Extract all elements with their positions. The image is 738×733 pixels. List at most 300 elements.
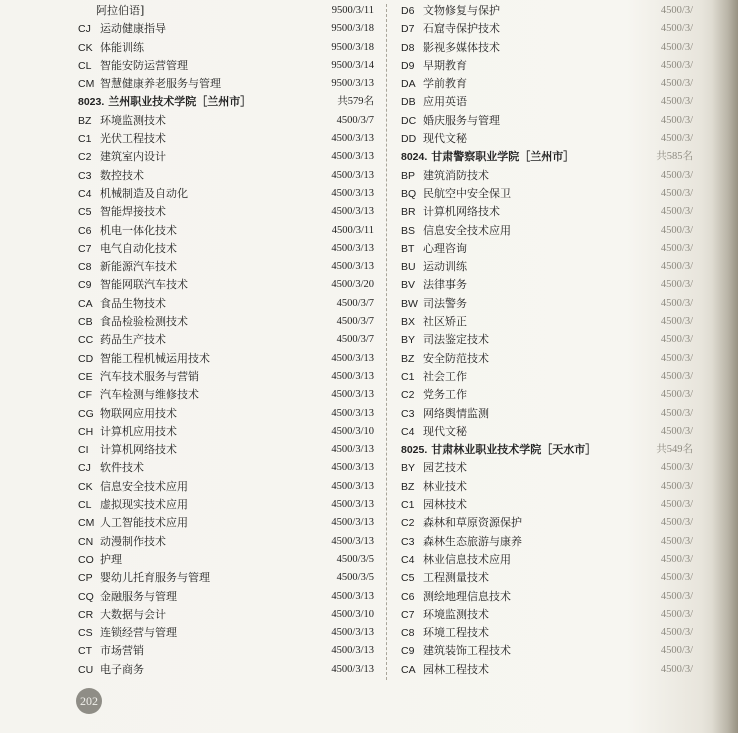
program-code: CU <box>78 663 94 676</box>
program-name: 现代文秘 <box>423 132 467 146</box>
row-label <box>78 423 177 441</box>
program-quota: 4500/3/ <box>660 663 693 675</box>
row-label <box>78 93 251 111</box>
program-code: BZ <box>78 114 92 127</box>
program-name: 林业技术 <box>423 479 467 493</box>
program-name: 石窟寺保护技术 <box>423 22 500 36</box>
book-spine-shadow <box>712 0 738 733</box>
row-label <box>401 496 467 514</box>
program-code: DB <box>401 96 416 109</box>
program-code: C4 <box>401 553 415 566</box>
program-quota: 4500/3/ <box>660 352 693 364</box>
program-quota: 4500/3/ <box>660 462 693 474</box>
program-row <box>401 514 693 532</box>
program-quota: 4500/3/ <box>660 297 693 309</box>
row-label <box>78 75 221 93</box>
program-row <box>78 350 374 368</box>
program-quota: 4500/3/13 <box>331 517 374 529</box>
program-row <box>401 624 693 642</box>
program-code: CK <box>78 41 93 54</box>
row-label <box>78 661 144 679</box>
row-label <box>401 222 511 240</box>
program-code: CG <box>78 407 94 420</box>
program-quota: 4500/3/ <box>660 590 693 602</box>
program-row <box>401 185 693 203</box>
program-code: C6 <box>401 590 415 603</box>
program-quota: 4500/3/13 <box>331 151 374 163</box>
program-quota: 9500/3/14 <box>331 59 374 71</box>
row-label <box>401 386 467 404</box>
row-label <box>78 642 144 660</box>
row-label <box>401 441 596 459</box>
program-code: BW <box>401 297 418 310</box>
program-row <box>78 75 374 93</box>
program-name: 阿拉伯语] <box>96 4 145 17</box>
program-quota: 4500/3/ <box>660 370 693 382</box>
program-quota: 4500/3/ <box>660 59 693 71</box>
program-quota: 4500/3/13 <box>331 261 374 273</box>
program-quota: 4500/3/ <box>660 517 693 529</box>
row-label <box>401 20 500 38</box>
program-quota: 4500/3/ <box>660 23 693 35</box>
program-name: 建筑消防技术 <box>423 168 489 182</box>
enrollment-total: 共579名 <box>337 96 374 108</box>
program-name: 动漫制作技术 <box>100 534 166 548</box>
program-name: 运动训练 <box>423 260 467 274</box>
program-code: DC <box>401 114 417 127</box>
program-row <box>78 551 374 569</box>
program-row <box>401 222 693 240</box>
program-row <box>401 386 693 404</box>
program-row <box>401 478 693 496</box>
row-label <box>401 459 467 477</box>
row-label <box>401 606 489 624</box>
institution-code: 8025. <box>401 444 428 457</box>
row-label <box>401 39 500 57</box>
enrollment-total: 共585名 <box>656 151 693 163</box>
row-label <box>78 240 177 258</box>
program-name: 运动健康指导 <box>100 22 166 36</box>
program-name: 环境监测技术 <box>100 113 166 127</box>
row-label <box>78 130 166 148</box>
program-quota: 4500/3/7 <box>336 316 374 328</box>
program-code: C8 <box>401 627 415 640</box>
program-name: 建筑室内设计 <box>100 150 166 164</box>
program-row <box>78 368 374 386</box>
program-row <box>78 167 374 185</box>
program-quota: 4500/3/ <box>660 78 693 90</box>
program-row <box>78 533 374 551</box>
program-name: 大数据与会计 <box>100 607 166 621</box>
program-code: BU <box>401 261 416 274</box>
program-code: C1 <box>401 370 415 383</box>
row-label <box>401 258 467 276</box>
program-row <box>78 112 374 130</box>
program-name: 金融服务与管理 <box>100 589 177 603</box>
row-label <box>401 276 467 294</box>
row-label <box>401 75 467 93</box>
row-label <box>401 514 522 532</box>
program-quota: 4500/3/ <box>660 499 693 511</box>
row-label <box>401 569 489 587</box>
program-code: C2 <box>401 517 415 530</box>
program-quota: 4500/3/13 <box>331 133 374 145</box>
program-row <box>401 496 693 514</box>
program-row <box>78 258 374 276</box>
program-quota: 4500/3/ <box>660 169 693 181</box>
row-label <box>78 478 188 496</box>
program-quota: 4500/3/ <box>660 261 693 273</box>
program-row <box>78 569 374 587</box>
program-row <box>78 588 374 606</box>
program-name: 数控技术 <box>100 168 144 182</box>
row-label <box>78 313 188 331</box>
institution-code: 8023. <box>78 96 105 109</box>
row-label <box>78 20 166 38</box>
program-row <box>78 20 374 38</box>
program-row <box>401 240 693 258</box>
program-quota: 4500/3/13 <box>331 242 374 254</box>
program-code: C4 <box>78 187 92 200</box>
row-label <box>401 148 574 166</box>
program-row <box>401 313 693 331</box>
row-label <box>401 350 489 368</box>
program-code: CP <box>78 572 93 585</box>
left-column <box>78 2 374 679</box>
program-row <box>401 93 693 111</box>
program-row <box>401 295 693 313</box>
program-row <box>78 642 374 660</box>
program-quota: 4500/3/13 <box>331 389 374 401</box>
program-row <box>401 75 693 93</box>
program-code: CA <box>78 297 93 310</box>
program-row <box>78 386 374 404</box>
program-code: C9 <box>78 279 92 292</box>
institution-name: 甘肃警察职业学院［兰州市］ <box>431 150 575 164</box>
program-row <box>401 203 693 221</box>
row-label <box>78 624 177 642</box>
program-name: 影视多媒体技术 <box>423 40 500 54</box>
program-name: 汽车检测与维修技术 <box>100 388 199 402</box>
program-quota: 4500/3/13 <box>331 499 374 511</box>
program-code: BV <box>401 279 416 292</box>
row-label <box>78 185 188 203</box>
institution-header <box>401 441 693 459</box>
program-row <box>401 551 693 569</box>
row-label <box>78 203 166 221</box>
institution-name: 兰州职业技术学院［兰州市］ <box>108 95 252 109</box>
program-quota: 4500/3/13 <box>331 535 374 547</box>
program-code: C2 <box>401 389 415 402</box>
program-quota: 4500/3/ <box>660 114 693 126</box>
row-label <box>78 295 166 313</box>
program-code: CH <box>78 425 94 438</box>
program-name: 测绘地理信息技术 <box>423 589 511 603</box>
program-name: 智能焊接技术 <box>100 205 166 219</box>
enrollment-total: 共549名 <box>656 444 693 456</box>
program-quota: 4500/3/13 <box>331 627 374 639</box>
program-name: 民航空中安全保卫 <box>423 186 511 200</box>
row-label <box>78 405 177 423</box>
program-name: 计算机网络技术 <box>100 443 177 457</box>
program-quota: 4500/3/13 <box>331 352 374 364</box>
row-label <box>401 478 467 496</box>
program-code: BS <box>401 224 416 237</box>
program-code: CT <box>78 645 92 658</box>
program-name: 计算机应用技术 <box>100 424 177 438</box>
program-code: C3 <box>78 169 92 182</box>
program-name: 森林生态旅游与康养 <box>423 534 522 548</box>
program-row <box>401 2 693 20</box>
program-row <box>78 148 374 166</box>
program-quota: 4500/3/13 <box>331 187 374 199</box>
program-row <box>401 642 693 660</box>
program-quota: 4500/3/13 <box>331 370 374 382</box>
program-name: 食品生物技术 <box>100 296 166 310</box>
program-row <box>78 276 374 294</box>
program-row <box>401 20 693 38</box>
program-name: 法律事务 <box>423 278 467 292</box>
program-code: CJ <box>78 23 91 36</box>
program-row <box>78 2 374 20</box>
program-quota: 9500/3/13 <box>331 78 374 90</box>
program-quota: 4500/3/13 <box>331 206 374 218</box>
institution-name: 甘肃林业职业技术学院［天水市］ <box>431 443 597 457</box>
program-quota: 4500/3/ <box>660 224 693 236</box>
program-quota: 4500/3/ <box>660 535 693 547</box>
program-name: 社会工作 <box>423 369 467 383</box>
program-name: 市场营销 <box>100 644 144 658</box>
program-name: 机电一体化技术 <box>100 223 177 237</box>
row-label <box>401 112 500 130</box>
row-label <box>78 533 166 551</box>
program-row <box>401 569 693 587</box>
program-quota: 4500/3/ <box>660 572 693 584</box>
row-label <box>78 112 166 130</box>
program-quota: 4500/3/5 <box>336 553 374 565</box>
row-label <box>401 624 489 642</box>
program-quota: 4500/3/7 <box>336 114 374 126</box>
program-name: 婚庆服务与管理 <box>423 113 500 127</box>
program-name: 智慧健康养老服务与管理 <box>100 77 221 91</box>
program-name: 连锁经营与管理 <box>100 626 177 640</box>
program-code: DA <box>401 78 416 91</box>
program-name: 软件技术 <box>100 461 144 475</box>
program-row <box>78 459 374 477</box>
institution-header <box>401 148 693 166</box>
program-code: CC <box>78 334 94 347</box>
program-code: CO <box>78 553 94 566</box>
row-label <box>78 148 166 166</box>
program-quota: 4500/3/ <box>660 389 693 401</box>
program-name: 智能网联汽车技术 <box>100 278 188 292</box>
row-label <box>78 2 144 20</box>
program-code: CR <box>78 608 94 621</box>
row-label <box>401 642 511 660</box>
program-quota: 4500/3/ <box>660 425 693 437</box>
program-row <box>78 514 374 532</box>
program-quota: 4500/3/ <box>660 133 693 145</box>
row-label <box>401 185 511 203</box>
program-quota: 4500/3/20 <box>331 279 374 291</box>
program-quota: 4500/3/10 <box>331 425 374 437</box>
program-name: 网络舆情监测 <box>423 406 489 420</box>
program-row <box>78 423 374 441</box>
program-name: 电子商务 <box>100 662 144 676</box>
program-code: BY <box>401 334 416 347</box>
row-label <box>78 441 177 459</box>
program-row <box>401 167 693 185</box>
row-label <box>78 551 122 569</box>
program-code: D7 <box>401 23 415 36</box>
program-row <box>401 606 693 624</box>
program-name: 心理咨询 <box>423 241 467 255</box>
row-label <box>78 258 177 276</box>
row-label <box>401 203 500 221</box>
program-name: 林业信息技术应用 <box>423 552 511 566</box>
program-name: 森林和草原资源保护 <box>423 516 522 530</box>
program-row <box>401 533 693 551</box>
program-code: CN <box>78 535 94 548</box>
program-row <box>78 331 374 349</box>
program-name: 安全防范技术 <box>423 351 489 365</box>
program-name: 园艺技术 <box>423 461 467 475</box>
program-row <box>78 441 374 459</box>
program-name: 计算机网络技术 <box>423 205 500 219</box>
program-code: BT <box>401 242 415 255</box>
program-row <box>78 222 374 240</box>
row-label <box>78 606 166 624</box>
program-row <box>78 57 374 75</box>
row-label <box>401 533 522 551</box>
program-code: C8 <box>78 261 92 274</box>
program-name: 环境工程技术 <box>423 626 489 640</box>
program-row <box>78 130 374 148</box>
program-code: BQ <box>401 187 417 200</box>
program-quota: 4500/3/ <box>660 187 693 199</box>
program-name: 党务工作 <box>423 388 467 402</box>
program-quota: 4500/3/13 <box>331 407 374 419</box>
program-row <box>401 258 693 276</box>
row-label <box>401 2 500 20</box>
program-quota: 4500/3/ <box>660 242 693 254</box>
program-code: C7 <box>78 242 92 255</box>
program-name: 护理 <box>100 552 122 566</box>
program-row <box>78 661 374 679</box>
program-quota: 4500/3/5 <box>336 572 374 584</box>
program-name: 司法警务 <box>423 296 467 310</box>
program-name: 物联网应用技术 <box>100 406 177 420</box>
program-code: CM <box>78 517 95 530</box>
program-name: 司法鉴定技术 <box>423 333 489 347</box>
row-label <box>401 57 467 75</box>
program-row <box>78 39 374 57</box>
program-code: CJ <box>78 462 91 475</box>
program-quota: 4500/3/13 <box>331 590 374 602</box>
program-quota: 4500/3/ <box>660 608 693 620</box>
program-code: CL <box>78 499 92 512</box>
program-quota: 4500/3/13 <box>331 444 374 456</box>
program-code: BY <box>401 462 416 475</box>
program-code: CF <box>78 389 92 402</box>
program-row <box>401 112 693 130</box>
program-row <box>78 496 374 514</box>
program-row <box>401 350 693 368</box>
program-row <box>78 478 374 496</box>
page-number: 202 <box>76 688 102 714</box>
program-name: 光伏工程技术 <box>100 132 166 146</box>
program-quota: 4500/3/ <box>660 627 693 639</box>
program-row <box>401 57 693 75</box>
row-label <box>78 57 188 75</box>
program-name: 智能安防运营管理 <box>100 58 188 72</box>
program-name: 信息安全技术应用 <box>100 479 188 493</box>
program-quota: 4500/3/13 <box>331 480 374 492</box>
program-quota: 4500/3/ <box>660 316 693 328</box>
program-quota: 9500/3/11 <box>331 5 374 16</box>
program-code: CI <box>78 444 89 457</box>
program-row <box>78 203 374 221</box>
row-label <box>401 551 511 569</box>
program-name: 现代文秘 <box>423 424 467 438</box>
program-row <box>401 39 693 57</box>
program-code: C9 <box>401 645 415 658</box>
institution-header <box>78 93 374 111</box>
program-code: CD <box>78 352 94 365</box>
program-quota: 4500/3/7 <box>336 297 374 309</box>
program-quota: 4500/3/ <box>660 206 693 218</box>
program-code: CS <box>78 627 93 640</box>
program-code: CL <box>78 59 92 72</box>
program-quota: 4500/3/13 <box>331 169 374 181</box>
program-code: D8 <box>401 41 415 54</box>
row-label <box>401 368 467 386</box>
program-quota: 4500/3/10 <box>331 608 374 620</box>
program-name: 电气自动化技术 <box>100 241 177 255</box>
program-name: 环境监测技术 <box>423 607 489 621</box>
program-code: C3 <box>401 535 415 548</box>
program-quota: 4500/3/ <box>660 334 693 346</box>
row-label <box>78 350 210 368</box>
row-label <box>78 167 144 185</box>
program-name: 应用英语 <box>423 95 467 109</box>
program-code: C1 <box>401 499 415 512</box>
program-row <box>78 624 374 642</box>
program-name: 早期教育 <box>423 58 467 72</box>
row-label <box>78 276 188 294</box>
program-quota: 4500/3/ <box>660 553 693 565</box>
program-name: 汽车技术服务与营销 <box>100 369 199 383</box>
program-quota: 4500/3/13 <box>331 663 374 675</box>
program-name: 工程测量技术 <box>423 571 489 585</box>
row-label <box>401 405 489 423</box>
program-quota: 9500/3/18 <box>331 41 374 53</box>
row-label <box>78 222 177 240</box>
row-label <box>78 459 144 477</box>
program-code: C1 <box>78 133 92 146</box>
program-code: BX <box>401 316 416 329</box>
program-row <box>401 423 693 441</box>
program-quota: 4500/3/13 <box>331 462 374 474</box>
program-quota: 4500/3/ <box>660 480 693 492</box>
program-name: 婴幼儿托育服务与管理 <box>100 571 210 585</box>
program-row <box>78 313 374 331</box>
program-code: C5 <box>401 572 415 585</box>
program-name: 人工智能技术应用 <box>100 516 188 530</box>
institution-code: 8024. <box>401 151 428 164</box>
right-column <box>401 2 693 679</box>
row-label <box>401 130 467 148</box>
